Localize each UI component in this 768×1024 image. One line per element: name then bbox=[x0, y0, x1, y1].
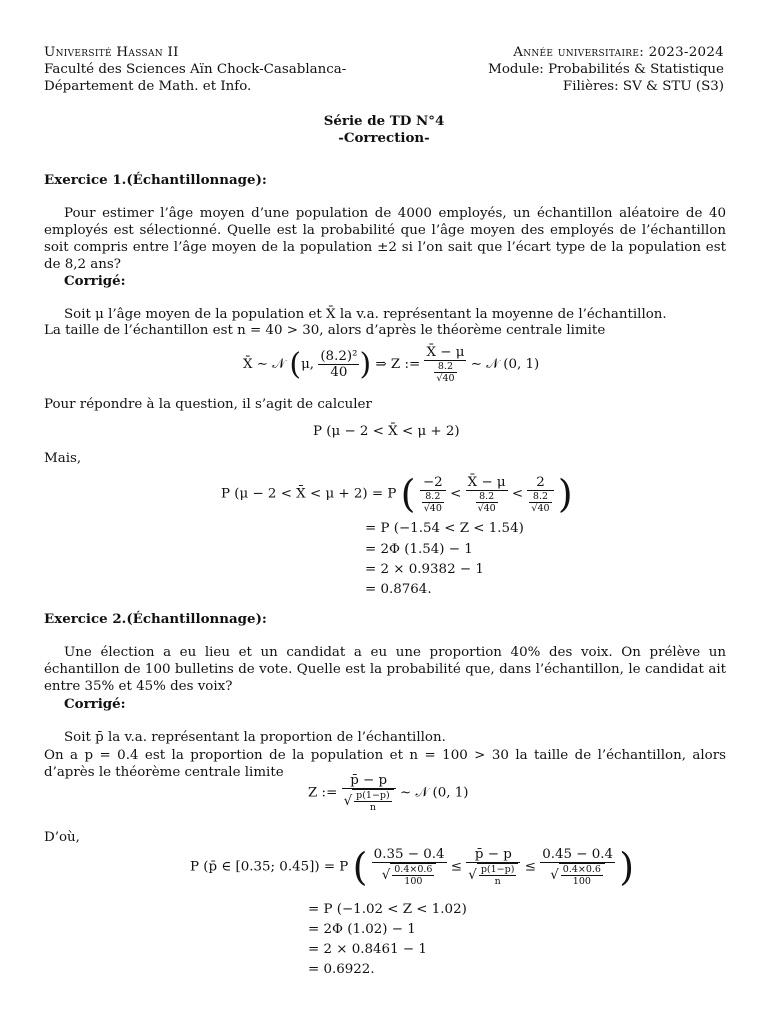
eq-num2: X̄ − μ bbox=[426, 345, 465, 360]
eq4-radden: n bbox=[369, 802, 376, 813]
department-name: Département de Math. et Info. bbox=[44, 79, 252, 94]
filieres: Filières: SV & STU (S3) bbox=[562, 79, 724, 94]
ex2-step-3: = 2 × 0.8461 − 1 bbox=[308, 942, 427, 957]
eq-num: (8.2)² bbox=[320, 349, 358, 364]
eq-mu: μ, bbox=[301, 357, 315, 372]
eq5-num-1: 0.35 − 0.4 bbox=[373, 847, 445, 862]
exercise-1-heading: Exercice 1.(Échantillonnage): bbox=[44, 172, 267, 188]
eq3-den-b-2: √40 bbox=[477, 502, 496, 514]
eq-implies: ⇒ Z := bbox=[375, 357, 421, 372]
exercise-2-line-1: Soit p̄ la v.a. représentant la proportion de l’échantillon. bbox=[64, 730, 446, 745]
eq3-lhs: P (μ − 2 < X̄ < μ + 2) = P bbox=[221, 486, 397, 502]
mais-label: Mais, bbox=[44, 451, 82, 466]
eq3-lt-2: < bbox=[511, 486, 524, 502]
eq5-lhs: P (p̄ ∈ [0.35; 0.45]) = P bbox=[190, 859, 349, 875]
eq-den: 40 bbox=[330, 365, 348, 380]
equation-clt-2: Z := p̄ − p √ $\frac{p(1-p)}{n}$ ∼ 𝒩 (0, 1) bbox=[308, 773, 469, 813]
exercise-2-heading: Exercice 2.(Échantillonnage): bbox=[44, 611, 267, 627]
eq4-lhs: Z := bbox=[308, 785, 338, 801]
ex2-step-2: = 2Φ (1.02) − 1 bbox=[308, 922, 416, 937]
exercise-1-line-2: La taille de l’échantillon est n = 40 > 30, alors d’après le théorème centrale limite bbox=[44, 323, 606, 338]
module-name: Module: Probabilités & Statistique bbox=[488, 62, 724, 77]
eq5-r1den-3: 100 bbox=[572, 876, 591, 887]
eq3-den-b-3: √40 bbox=[531, 502, 550, 514]
equation-proportion-development: P (p̄ ∈ [0.35; 0.45]) = P ( 0.35 − 0.4 √ $\frac{0.4\times 0.6}{100}$ ≤ p̄ − p √ $\frac{p(1-p)}{n}$ ≤ 0.45 − 0.4 √ $\frac{0.4\times 0.6}{100}$ ) bbox=[190, 845, 635, 889]
equation-clt-1: X̄ ∼ 𝒩 (μ, $\frac{\text{(8.2)²}}{40}$ ) ⇒ Z := $\frac{X̄ - \mu}{\frac{8.2}{√40}}$ ∼ 𝒩 (0, 1) bbox=[243, 345, 540, 384]
eq5-num-3: 0.45 − 0.4 bbox=[542, 847, 614, 862]
eq5-r1den-1: 100 bbox=[404, 876, 423, 887]
eq4-radnum: p(1−p) bbox=[356, 790, 390, 801]
dou-label: D’où, bbox=[44, 830, 80, 845]
eq5-r1num-1: 0.4×0.6 bbox=[394, 864, 433, 875]
eq5-le-1: ≤ bbox=[450, 859, 463, 875]
equation-target-probability: P (μ − 2 < X̄ < μ + 2) bbox=[313, 424, 460, 439]
eq5-num-2: p̄ − p bbox=[466, 847, 520, 863]
eq3-den-a-3: 8.2 bbox=[529, 491, 551, 503]
exercise-1-statement: Pour estimer l’âge moyen d’une population de 4000 employés, un échantillon aléatoire de 40 employés est sélectionné. Quelle est la probabilité que l’âge moyen des employés de l’échantillon soit compris entre l’âge moyen de la population ±2 si l’on sait que l’écart type de la population est de 8,2 ans? bbox=[44, 206, 726, 272]
eq5-le-2: ≤ bbox=[524, 859, 536, 875]
eq-den2a: 8.2 bbox=[434, 361, 456, 373]
eq-lhs: X̄ ∼ 𝒩 bbox=[243, 357, 286, 372]
page-title: Série de TD N°4 bbox=[323, 113, 445, 129]
exercise-2-line-2: On a p = 0.4 est la proportion de la population et n = 100 > 30 la taille de l’échantillon, alors d’après le théorème centrale limite bbox=[44, 748, 726, 780]
eq-rhs: ∼ 𝒩 (0, 1) bbox=[470, 357, 540, 372]
ex1-step-4: = 0.8764. bbox=[365, 582, 432, 597]
faculty-name: Faculté des Sciences Aïn Chock-Casablanca- bbox=[44, 62, 347, 77]
ex2-step-1: = P (−1.02 < Z < 1.02) bbox=[308, 902, 467, 917]
eq5-r1num-3: 0.4×0.6 bbox=[562, 864, 601, 875]
eq3-den-a-2: 8.2 bbox=[476, 491, 498, 503]
eq3-lt-1: < bbox=[450, 486, 462, 502]
university-name: Université Hassan II bbox=[44, 45, 179, 60]
eq4-num: p̄ − p bbox=[342, 773, 396, 789]
ex1-step-3: = 2 × 0.9382 − 1 bbox=[365, 562, 484, 577]
ex1-step-1: = P (−1.54 < Z < 1.54) bbox=[365, 521, 524, 536]
eq-den2b: √40 bbox=[436, 373, 455, 384]
equation-probability-development: P (μ − 2 < X̄ < μ + 2) = P ( $\frac{-2}{\frac{8.2}{√40}}$ < $\frac{X̄ - \mu}{\frac{8.2}{√40}}$ < $\frac{2}{\frac{8.2}{√40}}$ ) bbox=[221, 472, 573, 516]
page-subtitle: -Correction- bbox=[338, 130, 430, 146]
exercise-2-corrige-label: Corrigé: bbox=[64, 696, 126, 712]
eq3-den-b-1: √40 bbox=[423, 502, 442, 514]
academic-year: Année universitaire: 2023-2024 bbox=[513, 45, 724, 60]
eq4-rhs: ∼ 𝒩 (0, 1) bbox=[399, 785, 469, 801]
eq3-num-1: −2 bbox=[420, 475, 446, 491]
exercise-1-line-1: Soit μ l’âge moyen de la population et X̄ la v.a. représentant la moyenne de l’échantillon. bbox=[64, 307, 667, 322]
eq3-den-a-1: 8.2 bbox=[422, 491, 444, 503]
eq3-num-2: X̄ − μ bbox=[467, 474, 506, 490]
exercise-1-corrige-label: Corrigé: bbox=[64, 273, 126, 289]
exercise-1-line-3: Pour répondre à la question, il s’agit de calculer bbox=[44, 397, 372, 412]
exercise-2-statement: Une élection a eu lieu et un candidat a eu une proportion 40% des voix. On prélève un échantillon de 100 bulletins de vote. Quelle est la probabilité que, dans l’échantillon, le candidat ait entre 35% et 45% des voix? bbox=[44, 645, 726, 694]
eq5-r2num: p(1−p) bbox=[480, 864, 515, 875]
eq5-r2den: n bbox=[494, 876, 501, 887]
ex2-step-4: = 0.6922. bbox=[308, 962, 375, 977]
ex1-step-2: = 2Φ (1.54) − 1 bbox=[365, 542, 473, 557]
eq3-num-3: 2 bbox=[527, 475, 553, 491]
